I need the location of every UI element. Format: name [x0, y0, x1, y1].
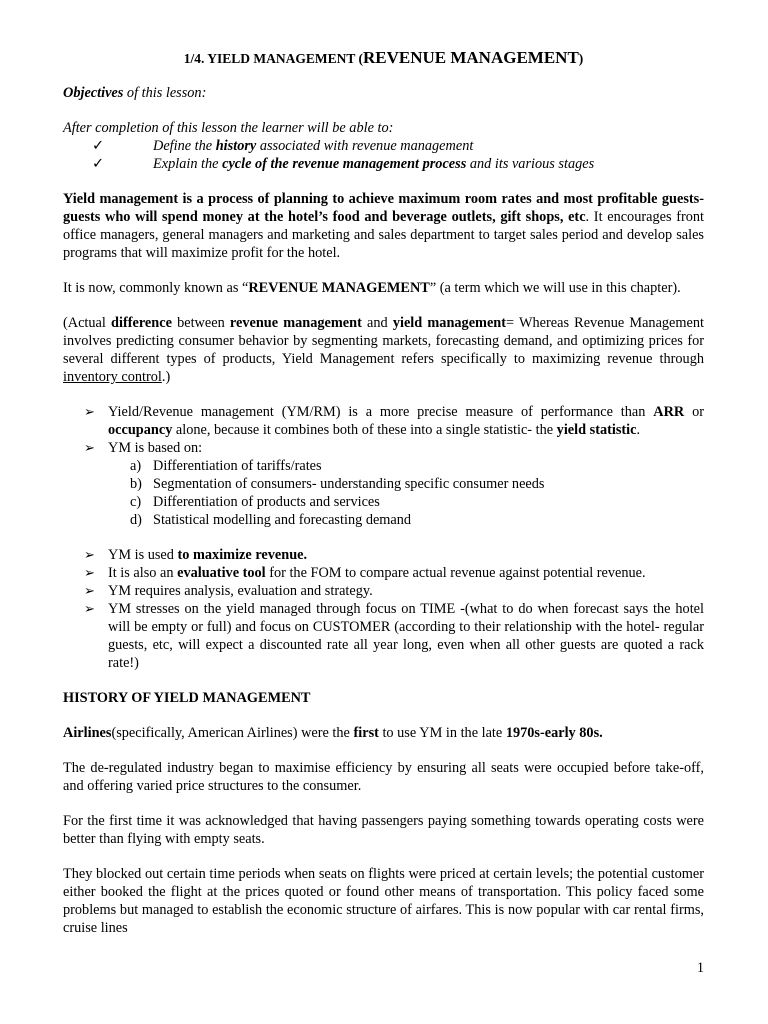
bullet-bold: yield statistic — [556, 422, 637, 438]
diff-text: = Whereas Revenue Management involves predicting consumer behavior by segmenting markets, forecasting demand, and optimizing prices for several different types of products, Yield Management refers specifically to maximizing revenue through — [63, 315, 704, 367]
bullet-bold: occupancy — [108, 422, 173, 438]
airlines-bold: first — [353, 725, 379, 741]
title-suffix: ) — [578, 51, 584, 66]
bullet-item — [63, 600, 704, 672]
sub-item — [63, 457, 704, 475]
bullet-item — [63, 582, 704, 600]
sub-letter: d) — [130, 512, 142, 528]
title-prefix: 1/4. YIELD MANAGEMENT ( — [183, 51, 363, 66]
sub-text: Differentiation of products and services — [153, 494, 380, 510]
checkmark-icon: ✓ — [92, 156, 104, 172]
bullet-item — [63, 546, 704, 564]
deregulated-paragraph: The de-regulated industry began to maximise efficiency by ensuring all seats were occupied before take-off, and offering varied price structures to the consumer. — [63, 760, 704, 794]
first-time-paragraph: For the first time it was acknowledged that having passengers paying something towards operating costs were better than flying with empty seats. — [63, 813, 704, 847]
arrow-bullet-icon: ➢ — [84, 404, 95, 419]
sub-item — [63, 511, 704, 529]
bullet-text: YM is used — [108, 547, 178, 563]
objective-item — [63, 155, 704, 173]
definition-rest: . It encourages front office managers, general managers and marketing and sales department to target sales period and develop sales programs that will maximize profit for the hotel. — [63, 209, 704, 261]
bullet-text: . — [636, 422, 641, 438]
sub-text: Segmentation of consumers- understanding specific consumer needs — [153, 476, 545, 492]
bullet-item — [63, 564, 704, 582]
sub-list — [63, 457, 704, 529]
airlines-bold: 1970s-early 80s. — [505, 725, 603, 741]
known-as-bold: REVENUE MANAGEMENT — [248, 280, 430, 296]
airlines-bold: Airlines — [63, 725, 112, 741]
bullet-text: YM stresses on the yield managed through focus on TIME -(what to do when forecast says the hotel will be empty or full) and focus on CUSTOMER (according to their relationship with the hotel- regular guests, etc, will expect a discounted rate all year long, even when all other guests are quoted a rack rate!) — [108, 601, 704, 671]
bullet-list-1 — [63, 403, 704, 529]
bullet-text: It is also an — [108, 565, 178, 581]
definition-bold: Yield management is a process of planning to achieve maximum room rates and most profitable guests- guests who will spend money at the hotel’s food and beverage outlets, gift shops, etc — [63, 191, 704, 225]
sub-letter: b) — [130, 476, 142, 492]
bullet-text: YM is based on: — [108, 440, 203, 456]
bullet-bold: ARR — [653, 404, 685, 420]
definition-paragraph — [63, 190, 704, 262]
bullet-bold: to maximize revenue. — [177, 547, 308, 563]
bullet-text: YM requires analysis, evaluation and strategy. — [108, 583, 373, 599]
objective-text: Explain the — [153, 156, 223, 172]
airlines-text: to use YM in the late — [378, 725, 506, 741]
diff-text: (Actual — [63, 315, 112, 331]
diff-bold: difference — [111, 315, 172, 331]
objective-bold: history — [215, 138, 257, 154]
diff-text: between — [171, 315, 230, 331]
arrow-bullet-icon: ➢ — [84, 583, 95, 598]
sub-item — [63, 475, 704, 493]
arrow-bullet-icon: ➢ — [84, 547, 95, 562]
known-as-paragraph — [63, 279, 704, 297]
sub-text: Statistical modelling and forecasting demand — [153, 512, 412, 528]
history-heading: HISTORY OF YIELD MANAGEMENT — [63, 690, 311, 706]
bullet-text: or — [684, 404, 704, 420]
inventory-control-underlined: inventory control — [63, 369, 162, 385]
document-page — [63, 47, 704, 937]
bullet-list-2 — [63, 546, 704, 672]
diff-text: .) — [161, 369, 171, 385]
known-as-text: It is now, commonly known as “ — [63, 280, 249, 296]
intro-line: After completion of this lesson the learner will be able to: — [63, 120, 394, 136]
blocked-paragraph: They blocked out certain time periods when seats on flights were priced at certain levels; the potential customer either booked the flight at the prices quoted or found other means of transportation. This policy faced some problems but managed to establish the economic structure of airfares. This is now popular with car rental firms, cruise lines — [63, 866, 704, 936]
bullet-text: Yield/Revenue management (YM/RM) is a more precise measure of performance than — [108, 404, 654, 420]
bullet-text: alone, because it combines both of these into a single statistic- the — [172, 422, 557, 438]
page-number: 1 — [696, 960, 704, 976]
bullet-text: for the FOM to compare actual revenue against potential revenue. — [265, 565, 646, 581]
airlines-paragraph — [63, 724, 704, 742]
arrow-bullet-icon: ➢ — [84, 601, 95, 616]
arrow-bullet-icon: ➢ — [84, 440, 95, 455]
bullet-bold: evaluative tool — [177, 565, 266, 581]
objective-bold: cycle of the revenue management process — [222, 156, 467, 172]
objective-text: associated with revenue management — [256, 138, 474, 154]
airlines-text: (specifically, American Airlines) were the — [111, 725, 354, 741]
bullet-item — [63, 439, 704, 457]
objectives-line — [63, 84, 704, 102]
page-title — [63, 47, 704, 70]
objective-item — [63, 137, 704, 155]
sub-item — [63, 493, 704, 511]
diff-bold: revenue management — [229, 315, 362, 331]
sub-letter: a) — [130, 458, 142, 474]
sub-letter: c) — [130, 494, 142, 510]
sub-text: Differentiation of tariffs/rates — [153, 458, 322, 474]
objective-text: and its various stages — [466, 156, 595, 172]
checkmark-icon: ✓ — [92, 138, 104, 154]
objectives-list — [63, 137, 704, 173]
objectives-rest: of this lesson: — [123, 85, 207, 101]
diff-bold: yield management — [392, 315, 507, 331]
objective-text: Define the — [153, 138, 216, 154]
known-as-text: ” (a term which we will use in this chapter). — [429, 280, 681, 296]
bullet-item — [63, 403, 704, 439]
title-big: REVENUE MANAGEMENT — [362, 48, 579, 67]
arrow-bullet-icon: ➢ — [84, 565, 95, 580]
difference-paragraph — [63, 314, 704, 386]
diff-text: and — [361, 315, 393, 331]
objectives-label: Objectives — [63, 85, 124, 101]
